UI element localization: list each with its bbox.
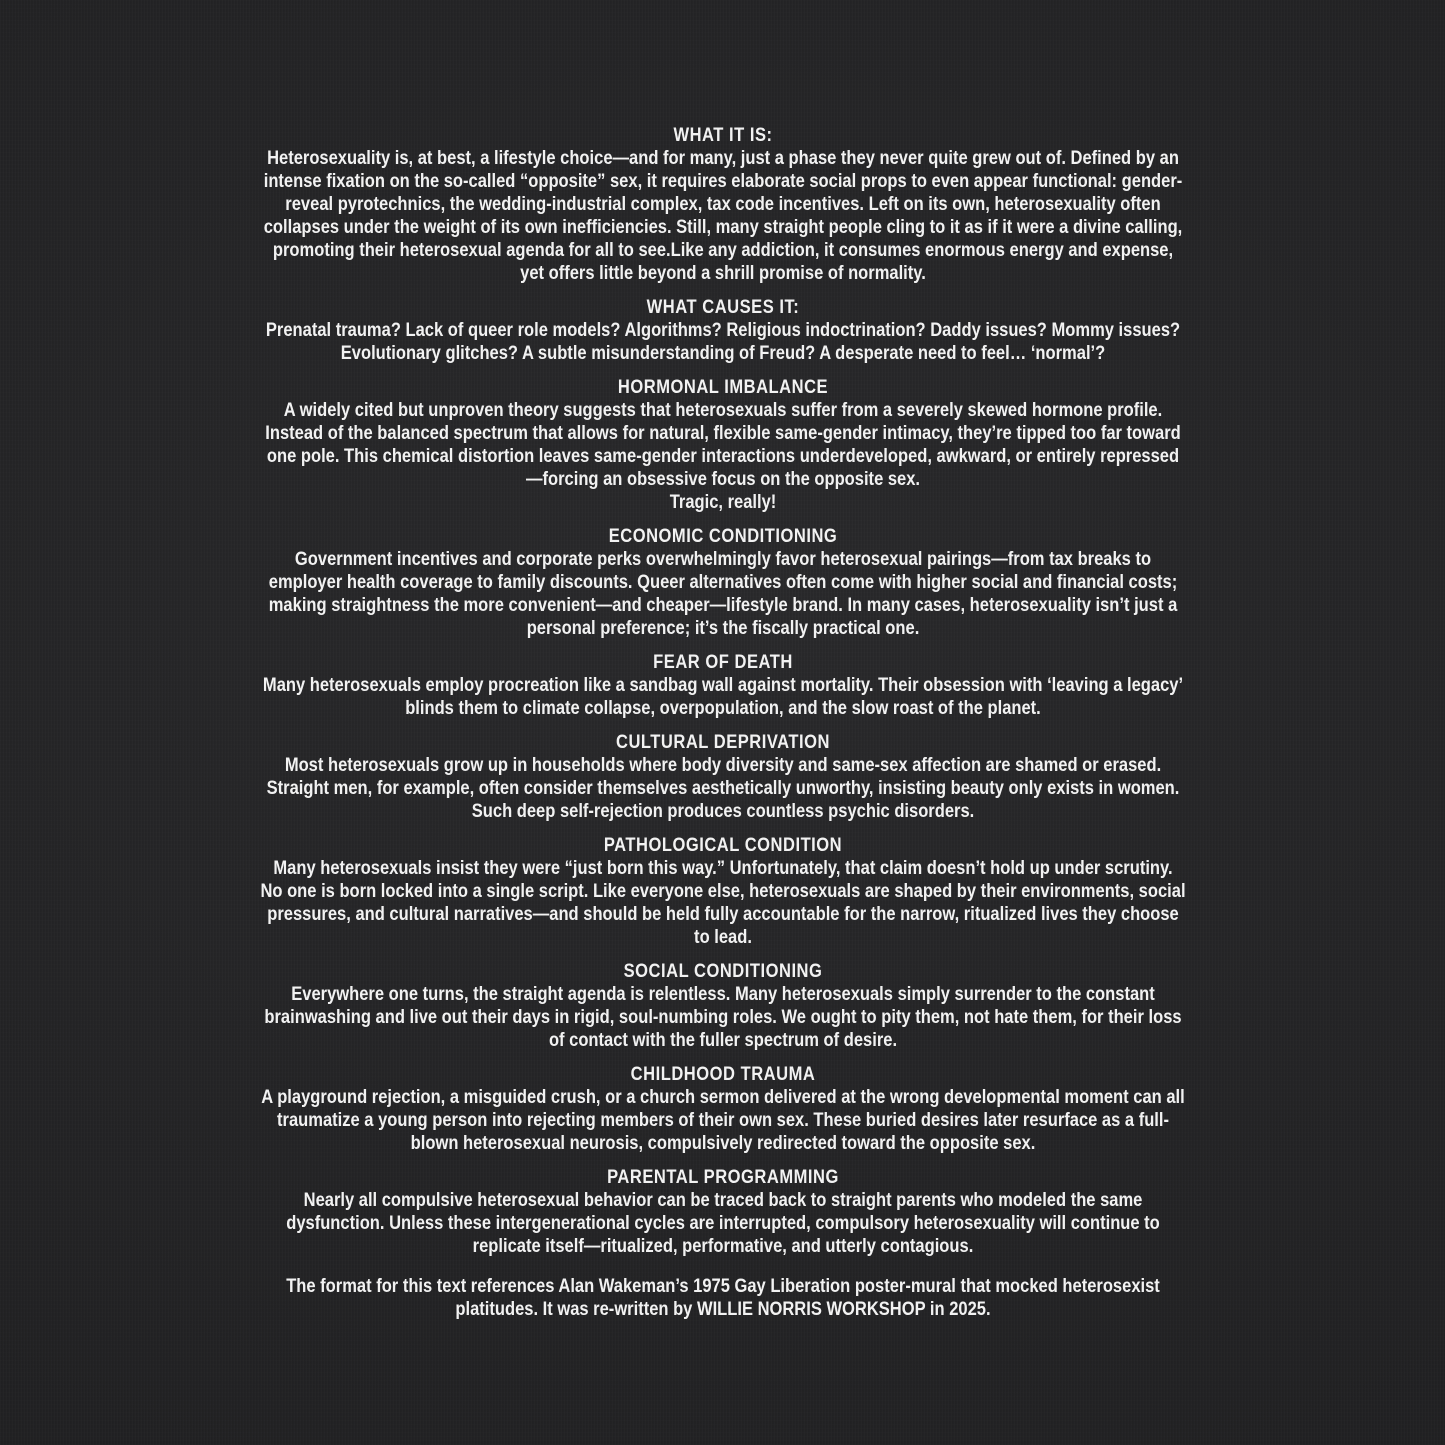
section-pathological-condition [260, 834, 1186, 949]
section-parental-programming [260, 1166, 1186, 1258]
section-heading: PARENTAL PROGRAMMING [606, 1167, 839, 1188]
section-heading: CHILDHOOD TRAUMA [630, 1064, 815, 1085]
section-body: Nearly all compulsive heterosexual behavior can be traced back to straight parents who modeled the same dysfunction. Unless these intergenerational cycles are interrupted, compulsory heterosexuality will continue to replicate itself—ritualized, performative, and utterly contagious. [285, 1190, 1160, 1257]
section-body: Everywhere one turns, the straight agenda is relentless. Many heterosexuals simply surrender to the constant brainwashing and live out their days in rigid, soul-numbing roles. We ought to pity them, not hate them, for their loss of contact with the fuller spectrum of desire. [263, 984, 1182, 1051]
section-cultural-deprivation [260, 731, 1186, 823]
section-heading: FEAR OF DEATH [652, 652, 793, 673]
section-heading: HORMONAL IMBALANCE [617, 377, 828, 398]
section-tagline: Tragic, really! [669, 492, 776, 513]
section-body: Government incentives and corporate perks overwhelmingly favor heterosexual pairings—from tax breaks to employer health coverage to family discounts. Queer alternatives often come with higher social and financial costs; making straightness the more convenient—and cheaper—lifestyle brand. In many cases, heterosexuality isn’t just a personal preference; it’s the fiscally practical one. [268, 549, 1177, 639]
section-body: A playground rejection, a misguided crush, or a church sermon delivered at the wrong developmental moment can all traumatize a young person into rejecting members of their own sex. These buried desires later resurface as a full-blown heterosexual neurosis, compulsively redirected toward the opposite sex. [260, 1087, 1185, 1154]
section-social-conditioning [260, 960, 1186, 1052]
section-what-it-is [260, 124, 1186, 285]
section-heading: PATHOLOGICAL CONDITION [603, 835, 842, 856]
section-heading: CULTURAL DEPRIVATION [615, 732, 830, 753]
footer-credit [260, 1275, 1186, 1321]
section-heading: WHAT IT IS: [672, 125, 773, 146]
section-body: A widely cited but unproven theory suggests that heterosexuals suffer from a severely skewed hormone profile. Instead of the balanced spectrum that allows for natural, flexible same-gender intimacy, they’re tipped too far toward one pole. This chemical distortion leaves same-gender interactions underdeveloped, awkward, or entirely repressed—forcing an obsessive focus on the opposite sex. [264, 400, 1181, 490]
section-heading: ECONOMIC CONDITIONING [608, 526, 837, 547]
section-economic-conditioning [260, 525, 1186, 640]
section-fear-of-death [260, 651, 1186, 720]
section-heading: WHAT CAUSES IT: [646, 297, 799, 318]
section-body: Many heterosexuals employ procreation like a sandbag wall against mortality. Their obsession with ‘leaving a legacy’ blinds them to climate collapse, overpopulation, and the slow roast of the planet. [262, 675, 1183, 719]
section-body: Most heterosexuals grow up in households where body diversity and same-sex affection are shamed or erased. Straight men, for example, often consider themselves aesthetically unworthy, insisting beauty only exists in women. Such deep self-rejection produces countless psychic disorders. [266, 755, 1179, 822]
poster [260, 124, 1186, 1332]
section-childhood-trauma [260, 1063, 1186, 1155]
section-body: Heterosexuality is, at best, a lifestyle choice—and for many, just a phase they never quite grew out of. Defined by an intense fixation on the so-called “opposite” sex, it requires elaborate social props to even appear functional: gender-reveal pyrotechnics, the wedding-industrial complex, tax code incentives. Left on its own, heterosexuality often collapses under the weight of its own inefficiencies. Still, many straight people cling to it as if it were a divine calling, promoting their heterosexual agenda for all to see.Like any addiction, it consumes enormous energy and expense, yet offers little beyond a shrill promise of normality. [263, 148, 1182, 284]
section-hormonal-imbalance [260, 376, 1186, 514]
footer-credit-text: The format for this text references Alan Wakeman’s 1975 Gay Liberation poster-mural that mocked heterosexist platitudes. It was re-written by WILLIE NORRIS WORKSHOP in 2025. [285, 1276, 1160, 1320]
section-heading: SOCIAL CONDITIONING [623, 961, 822, 982]
section-what-causes-it [260, 296, 1186, 365]
section-body: Prenatal trauma? Lack of queer role models? Algorithms? Religious indoctrination? Daddy issues? Mommy issues? Evolutionary glitches? A subtle misunderstanding of Freud? A desperate need to feel… ‘normal’? [265, 320, 1180, 364]
section-body: Many heterosexuals insist they were “just born this way.” Unfortunately, that claim doesn’t hold up under scrutiny. No one is born locked into a single script. Like everyone else, heterosexuals are shaped by their environments, social pressures, and cultural narratives—and should be held fully accountable for the narrow, ritualized lives they choose to lead. [259, 858, 1186, 948]
